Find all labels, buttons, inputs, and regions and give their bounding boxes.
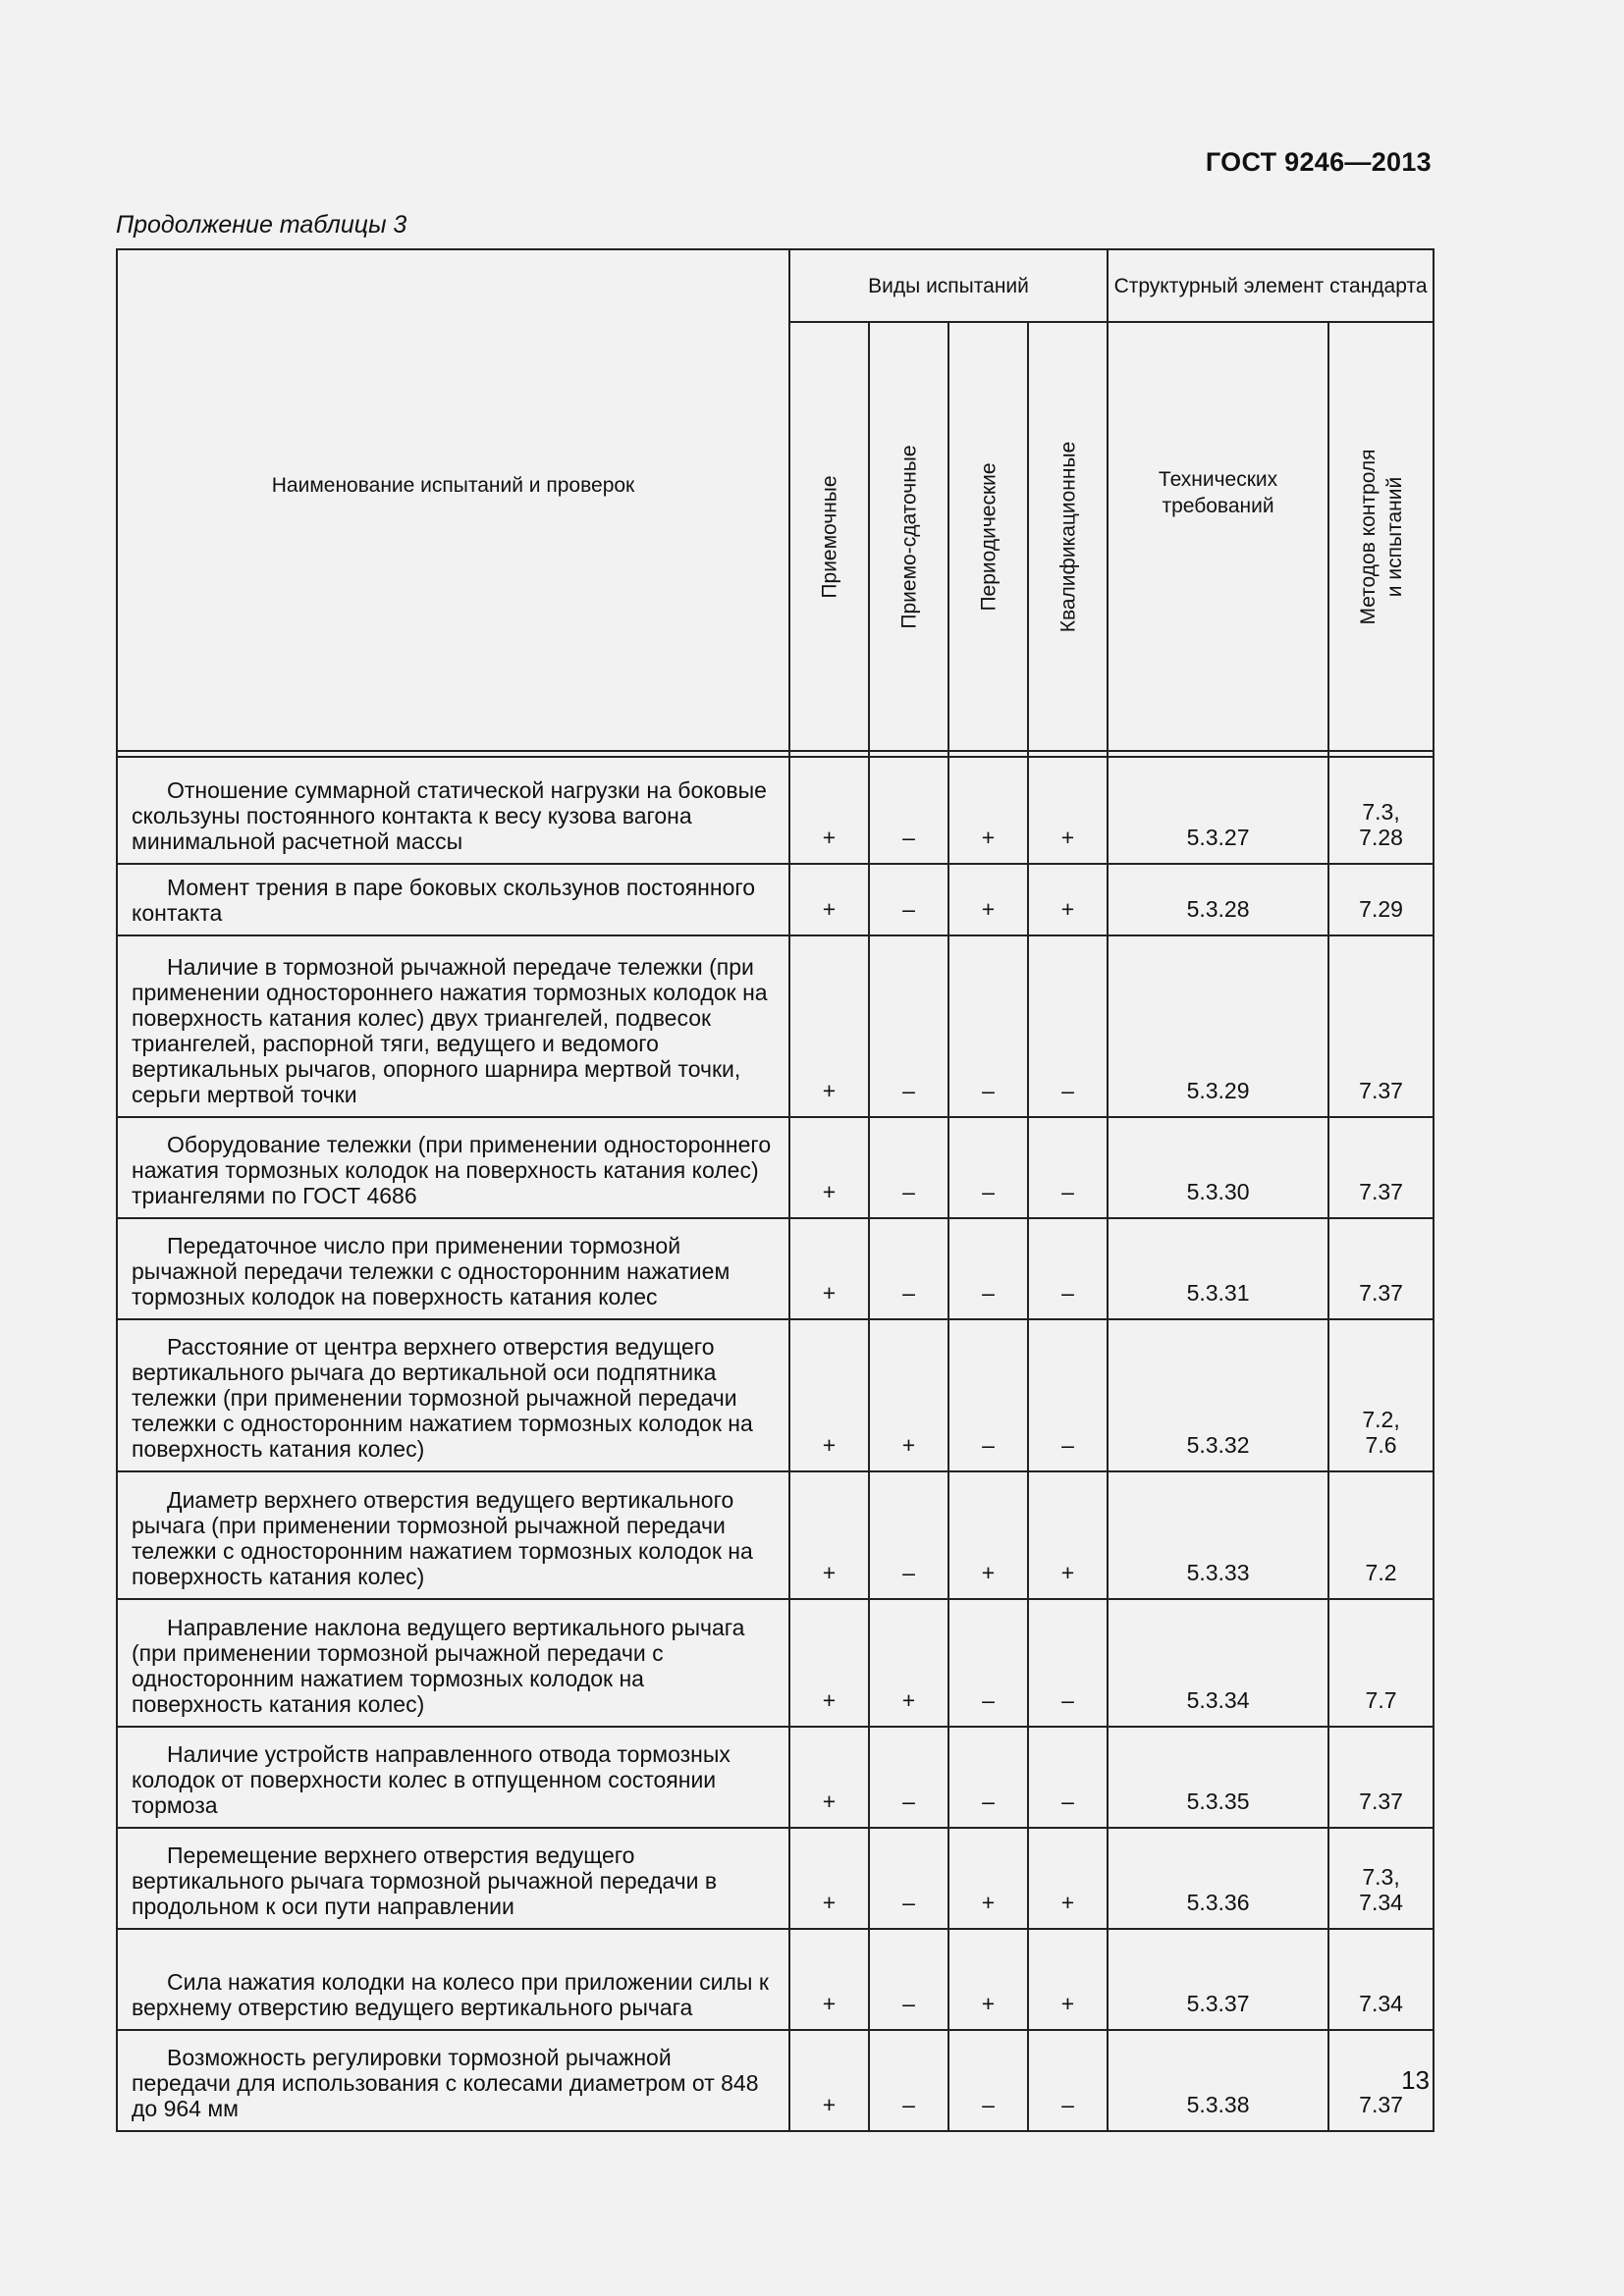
- periodic-mark: +: [948, 757, 1028, 864]
- acceptance-mark: +: [789, 1929, 869, 2030]
- delivery-mark: +: [869, 1319, 948, 1471]
- delivery-mark: –: [869, 1471, 948, 1599]
- qualification-mark: –: [1028, 1599, 1108, 1727]
- tech-requirement-ref: 5.3.29: [1108, 935, 1328, 1117]
- tech-requirement-ref: 5.3.27: [1108, 757, 1328, 864]
- page-number: 13: [1401, 2065, 1430, 2095]
- header-acceptance: Приемочные: [789, 322, 869, 751]
- acceptance-mark: +: [789, 2030, 869, 2131]
- header-tech-requirements: Технических требований: [1108, 322, 1328, 751]
- qualification-mark: –: [1028, 1319, 1108, 1471]
- delivery-mark: +: [869, 1599, 948, 1727]
- test-method-ref: 7.2, 7.6: [1328, 1319, 1434, 1471]
- periodic-mark: –: [948, 1727, 1028, 1828]
- qualification-mark: +: [1028, 864, 1108, 935]
- qualification-mark: –: [1028, 1727, 1108, 1828]
- test-name-cell: Оборудование тележки (при применении одностороннего нажатия тормозных колодок на поверхность катания колес) триангелями по ГОСТ 4686: [117, 1117, 789, 1218]
- table-row: [117, 2030, 1434, 2131]
- tech-requirement-ref: 5.3.30: [1108, 1117, 1328, 1218]
- table-row: [117, 1599, 1434, 1727]
- periodic-mark: –: [948, 1218, 1028, 1319]
- periodic-mark: +: [948, 1471, 1028, 1599]
- tech-requirement-ref: 5.3.37: [1108, 1929, 1328, 2030]
- test-name-cell: Направление наклона ведущего вертикального рычага (при применении тормозной рычажной передачи с односторонним нажатием тормозных колодок на поверхность катания колес): [117, 1599, 789, 1727]
- periodic-mark: –: [948, 1117, 1028, 1218]
- acceptance-mark: +: [789, 864, 869, 935]
- delivery-mark: –: [869, 864, 948, 935]
- delivery-mark: –: [869, 1828, 948, 1929]
- acceptance-mark: +: [789, 1319, 869, 1471]
- qualification-mark: –: [1028, 2030, 1108, 2131]
- tech-requirement-ref: 5.3.34: [1108, 1599, 1328, 1727]
- tech-requirement-ref: 5.3.36: [1108, 1828, 1328, 1929]
- qualification-mark: –: [1028, 1117, 1108, 1218]
- test-method-ref: 7.29: [1328, 864, 1434, 935]
- test-method-ref: 7.2: [1328, 1471, 1434, 1599]
- test-name-cell: Расстояние от центра верхнего отверстия ведущего вертикального рычага до вертикальной оси подпятника тележки (при применении тормозной рычажной передачи тележки с односторонним нажатием тормозных колодок на поверхность катания колес): [117, 1319, 789, 1471]
- table-row: [117, 1929, 1434, 2030]
- tech-requirement-ref: 5.3.31: [1108, 1218, 1328, 1319]
- delivery-mark: –: [869, 2030, 948, 2131]
- delivery-mark: –: [869, 1727, 948, 1828]
- delivery-mark: –: [869, 757, 948, 864]
- test-method-ref: 7.37: [1328, 935, 1434, 1117]
- qualification-mark: +: [1028, 1929, 1108, 2030]
- test-name-cell: Сила нажатия колодки на колесо при приложении силы к верхнему отверстию ведущего вертикального рычага: [117, 1929, 789, 2030]
- tech-requirement-ref: 5.3.33: [1108, 1471, 1328, 1599]
- qualification-mark: +: [1028, 1828, 1108, 1929]
- test-name-cell: Отношение суммарной статической нагрузки на боковые скользуны постоянного контакта к весу кузова вагона минимальной расчетной массы: [117, 757, 789, 864]
- acceptance-mark: +: [789, 1599, 869, 1727]
- test-method-ref: 7.3, 7.28: [1328, 757, 1434, 864]
- acceptance-mark: +: [789, 1471, 869, 1599]
- test-method-ref: 7.7: [1328, 1599, 1434, 1727]
- test-name-cell: Перемещение верхнего отверстия ведущего вертикального рычага тормозной рычажной передачи в продольном к оси пути направлении: [117, 1828, 789, 1929]
- document-code: ГОСТ 9246—2013: [1205, 147, 1432, 177]
- header-delivery: Приемо-сдаточные: [869, 322, 948, 751]
- test-method-ref: 7.37: [1328, 1117, 1434, 1218]
- header-periodic: Периодические: [948, 322, 1028, 751]
- table-row: [117, 1117, 1434, 1218]
- table-row: [117, 757, 1434, 864]
- header-test-methods: Методов контроля и испытаний: [1328, 322, 1434, 751]
- periodic-mark: +: [948, 864, 1028, 935]
- periodic-mark: –: [948, 1599, 1028, 1727]
- test-name-cell: Наличие в тормозной рычажной передаче тележки (при применении одностороннего нажатия тормозных колодок на поверхность катания колес) двух триангелей, подвесок триангелей, распорной тяги, ведущего и ведомого вертикальных рычагов, опорного шарнира мертвой точки, серьги мертвой точки: [117, 935, 789, 1117]
- test-name-cell: Диаметр верхнего отверстия ведущего вертикального рычага (при применении тормозной рычажной передачи тележки с односторонним нажатием тормозных колодок на поверхность катания колес): [117, 1471, 789, 1599]
- tests-table: [116, 248, 1435, 2132]
- acceptance-mark: +: [789, 1727, 869, 1828]
- test-method-ref: 7.34: [1328, 1929, 1434, 2030]
- delivery-mark: –: [869, 1929, 948, 2030]
- acceptance-mark: +: [789, 1828, 869, 1929]
- table-row: [117, 1471, 1434, 1599]
- delivery-mark: –: [869, 1218, 948, 1319]
- qualification-mark: +: [1028, 1471, 1108, 1599]
- tech-requirement-ref: 5.3.38: [1108, 2030, 1328, 2131]
- table-row: [117, 1828, 1434, 1929]
- table-row: [117, 1319, 1434, 1471]
- tech-requirement-ref: 5.3.28: [1108, 864, 1328, 935]
- header-qualification: Квалификационные: [1028, 322, 1108, 751]
- test-name-cell: Передаточное число при применении тормозной рычажной передачи тележки с односторонним нажатием тормозных колодок на поверхность катания колес: [117, 1218, 789, 1319]
- test-method-ref: 7.3, 7.34: [1328, 1828, 1434, 1929]
- periodic-mark: –: [948, 935, 1028, 1117]
- tech-requirement-ref: 5.3.35: [1108, 1727, 1328, 1828]
- test-name-cell: Момент трения в паре боковых скользунов постоянного контакта: [117, 864, 789, 935]
- delivery-mark: –: [869, 1117, 948, 1218]
- acceptance-mark: +: [789, 1218, 869, 1319]
- table-row: [117, 864, 1434, 935]
- tech-requirement-ref: 5.3.32: [1108, 1319, 1328, 1471]
- delivery-mark: –: [869, 935, 948, 1117]
- test-name-cell: Наличие устройств направленного отвода тормозных колодок от поверхности колес в отпущенном состоянии тормоза: [117, 1727, 789, 1828]
- acceptance-mark: +: [789, 1117, 869, 1218]
- header-test-types: Виды испытаний: [789, 249, 1108, 322]
- qualification-mark: +: [1028, 757, 1108, 864]
- table-caption: Продолжение таблицы 3: [116, 211, 407, 239]
- qualification-mark: –: [1028, 1218, 1108, 1319]
- test-method-ref: 7.37: [1328, 2030, 1434, 2131]
- table-row: [117, 1218, 1434, 1319]
- acceptance-mark: +: [789, 935, 869, 1117]
- periodic-mark: +: [948, 1828, 1028, 1929]
- periodic-mark: +: [948, 1929, 1028, 2030]
- table-row: [117, 935, 1434, 1117]
- header-structural-element: Структурный элемент стандарта: [1108, 249, 1434, 322]
- periodic-mark: –: [948, 2030, 1028, 2131]
- test-method-ref: 7.37: [1328, 1727, 1434, 1828]
- header-test-name: Наименование испытаний и проверок: [117, 249, 789, 751]
- test-name-cell: Возможность регулировки тормозной рычажной передачи для использования с колесами диаметром от 848 до 964 мм: [117, 2030, 789, 2131]
- table-row: [117, 1727, 1434, 1828]
- test-method-ref: 7.37: [1328, 1218, 1434, 1319]
- periodic-mark: –: [948, 1319, 1028, 1471]
- acceptance-mark: +: [789, 757, 869, 864]
- qualification-mark: –: [1028, 935, 1108, 1117]
